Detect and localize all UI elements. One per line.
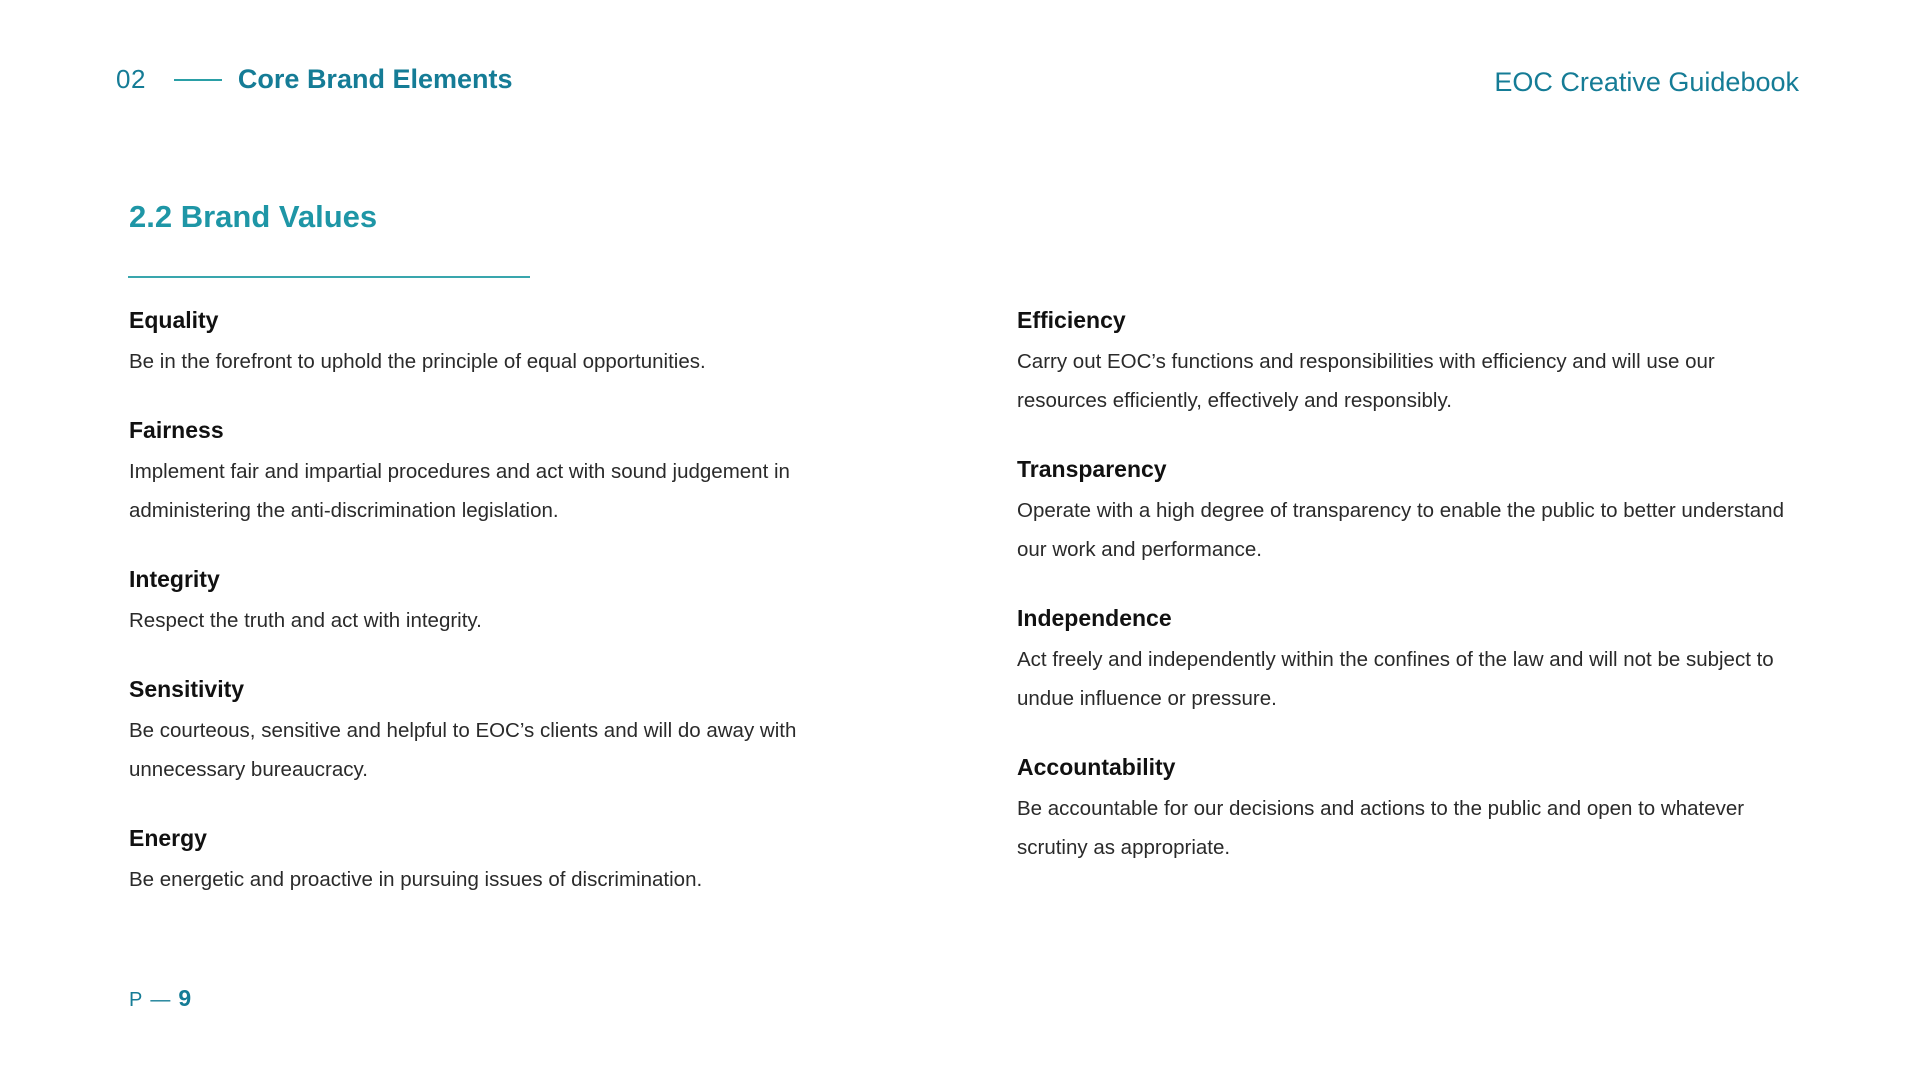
header-divider — [174, 79, 222, 81]
value-title: Transparency — [1017, 456, 1167, 482]
value-item — [129, 671, 849, 789]
value-description: Implement fair and impartial procedures and act with sound judgement in administering the anti-discrimination legislation. — [129, 460, 790, 522]
page-number-footer — [129, 985, 191, 1012]
value-description: Be courteous, sensitive and helpful to EOC’s clients and will do away with unnecessary bureaucracy. — [129, 719, 797, 781]
value-item — [1017, 600, 1807, 718]
value-item — [1017, 749, 1807, 867]
value-item — [129, 302, 849, 381]
section-name: Core Brand Elements — [237, 64, 513, 94]
value-description: Act freely and independently within the confines of the law and will not be subject to undue influence or pressure. — [1017, 648, 1774, 710]
value-title: Independence — [1017, 605, 1172, 631]
value-description: Be in the forefront to uphold the principle of equal opportunities. — [129, 350, 706, 373]
values-column-right — [1017, 302, 1807, 898]
page-number: 9 — [178, 985, 192, 1011]
section-number: 02 — [116, 64, 146, 94]
value-title: Equality — [129, 307, 219, 333]
value-description: Carry out EOC’s functions and responsibilities with efficiency and will use our resources efficiently, effectively and responsibly. — [1017, 350, 1715, 412]
value-item — [129, 412, 849, 530]
values-column-left — [129, 302, 849, 930]
value-item — [129, 561, 849, 640]
value-item — [1017, 302, 1807, 420]
value-description: Operate with a high degree of transparency to enable the public to better understand our work and performance. — [1017, 499, 1784, 561]
value-description: Be energetic and proactive in pursuing issues of discrimination. — [129, 868, 703, 891]
value-title: Fairness — [129, 417, 224, 443]
page-title: 2.2 Brand Values — [129, 199, 378, 234]
value-title: Efficiency — [1017, 307, 1126, 333]
value-description: Respect the truth and act with integrity. — [129, 609, 482, 632]
value-title: Energy — [129, 825, 207, 851]
value-description: Be accountable for our decisions and actions to the public and open to whatever scrutiny as appropriate. — [1017, 797, 1745, 859]
value-item — [1017, 451, 1807, 569]
document-title: EOC Creative Guidebook — [1494, 67, 1799, 97]
header-section-label — [116, 64, 513, 95]
value-item — [129, 820, 849, 899]
value-title: Sensitivity — [129, 676, 245, 702]
page-prefix: P — [129, 989, 143, 1011]
value-title: Accountability — [1017, 754, 1176, 780]
heading-divider — [128, 276, 530, 278]
page-dash: — — [150, 989, 171, 1011]
value-title: Integrity — [129, 566, 220, 592]
